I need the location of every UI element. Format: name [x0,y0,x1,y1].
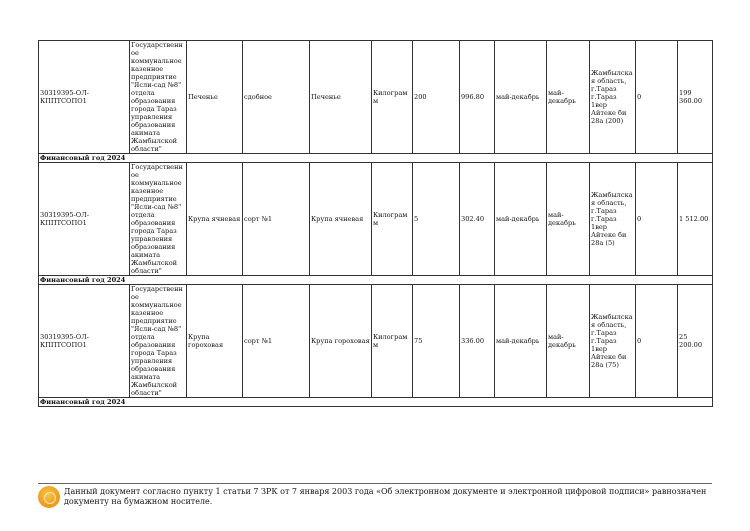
advance-cell: 0 [636,163,678,276]
egov-seal-icon [38,486,60,508]
lot-code-cell: 30319395-ОЛ-КППТСОПО1 [39,41,130,154]
period-cell: май-декабрь [547,41,590,154]
sum-cell: 199 360.00 [678,41,713,154]
financial-year-label: Финансовый год 2024 [39,398,713,407]
quantity-cell: 5 [413,163,460,276]
financial-year-row [39,398,713,407]
item-name-cell: Крупа ячневая [187,163,243,276]
delivery-place-cell: Жамбылская область, г.Тараз г.Тараз 1вер Айтеке би 28а (75) [590,285,636,398]
sum-cell: 25 200.00 [678,285,713,398]
unit-cell: Килограмм [372,285,413,398]
price-cell: 302.40 [460,163,495,276]
unit-cell: Килограмм [372,163,413,276]
quantity-cell: 200 [413,41,460,154]
sum-cell: 1 512.00 [678,163,713,276]
financial-year-label: Финансовый год 2024 [39,154,713,163]
lot-code-cell: 30319395-ОЛ-КППТСОПО1 [39,163,130,276]
delivery-place-cell: Жамбылская область, г.Тараз г.Тараз 1вер Айтеке би 28а (200) [590,41,636,154]
table-row [39,163,713,276]
item-extra-cell: Крупа ячневая [310,163,372,276]
item-name-cell: Печенье [187,41,243,154]
customer-cell: Государственное коммунальное казенное предприятие "Ясли-сад №8" отдела образования города Тараз управления образования акимата Жамбылской области" [130,285,187,398]
period-cell: май-декабрь [495,41,547,154]
period-cell: май-декабрь [495,163,547,276]
item-extra-cell: Печенье [310,41,372,154]
item-extra-cell: Крупа гороховая [310,285,372,398]
characteristic-cell: сорт №1 [243,163,310,276]
period-cell: май-декабрь [547,285,590,398]
customer-cell: Государственное коммунальное казенное предприятие "Ясли-сад №8" отдела образования города Тараз управления образования акимата Жамбылской области" [130,163,187,276]
footer [38,486,712,510]
unit-cell: Килограмм [372,41,413,154]
advance-cell: 0 [636,41,678,154]
advance-cell: 0 [636,285,678,398]
delivery-place-cell: Жамбылская область, г.Тараз г.Тараз 1вер Айтеке би 28а (5) [590,163,636,276]
customer-cell: Государственное коммунальное казенное предприятие "Ясли-сад №8" отдела образования города Тараз управления образования акимата Жамбылской области" [130,41,187,154]
financial-year-label: Финансовый год 2024 [39,276,713,285]
characteristic-cell: сорт №1 [243,285,310,398]
price-cell: 336.00 [460,285,495,398]
procurement-table [38,40,713,407]
item-name-cell: Крупа гороховая [187,285,243,398]
financial-year-row [39,154,713,163]
period-cell: май-декабрь [495,285,547,398]
price-cell: 996.80 [460,41,495,154]
table-row [39,41,713,154]
legal-notice: Данный документ согласно пункту 1 статьи 7 ЗРК от 7 января 2003 года «Об электронном документе и электронной цифровой подписи» равнозначен документу на бумажном носителе. [64,487,707,506]
financial-year-row [39,276,713,285]
quantity-cell: 75 [413,285,460,398]
footer-divider [38,483,712,484]
period-cell: май-декабрь [547,163,590,276]
characteristic-cell: сдобное [243,41,310,154]
lot-code-cell: 30319395-ОЛ-КППТСОПО1 [39,285,130,398]
table-row [39,285,713,398]
